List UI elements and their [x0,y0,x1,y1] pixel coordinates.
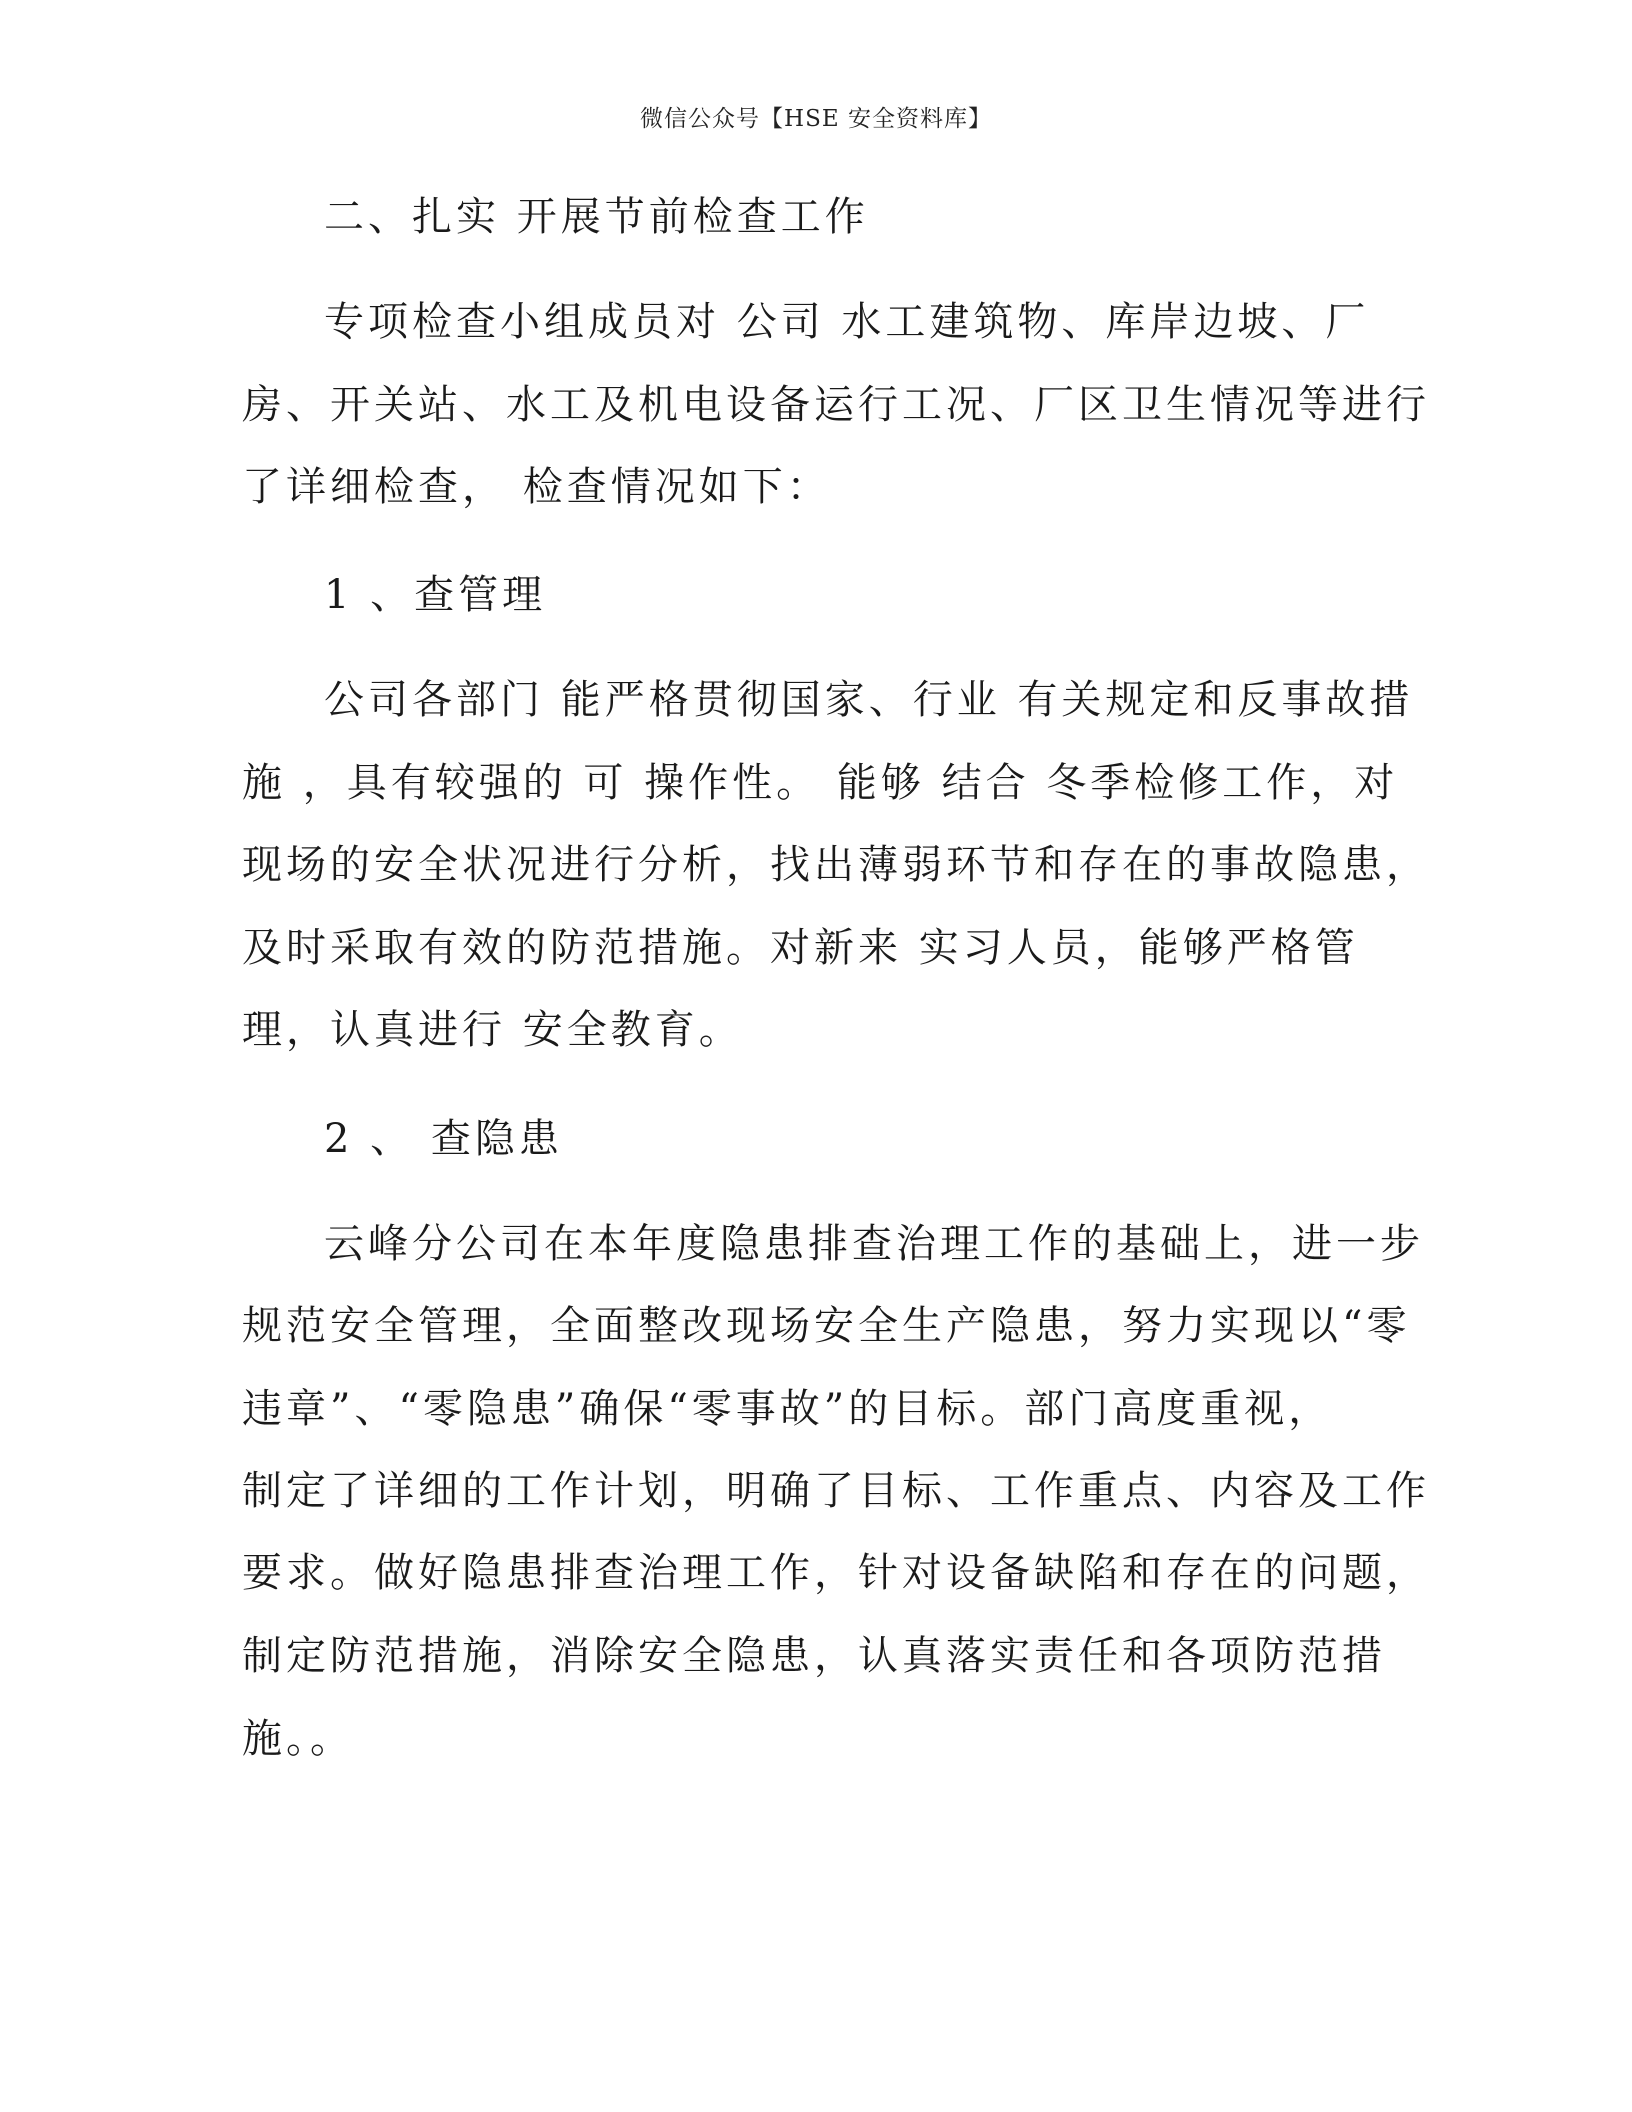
paragraph-line: 公司各部门 能严格贯彻国家、行业 有关规定和反事故措 [324,677,1414,723]
paragraph-line: 施。。 [242,1716,354,1762]
paragraph-line: 理，认真进行 安全教育。 [242,1007,743,1053]
paragraph-line: 及时采取有效的防范措施。对新来 实习人员，能够严格管 [242,925,1359,971]
paragraph-line: 了详细检查， 检查情况如下： [242,464,831,510]
page-header-source: 微信公众号【HSE 安全资料库】 [640,106,992,132]
section-title: 二、扎实 开展节前检查工作 [324,194,869,240]
paragraph-line: 制定了详细的工作计划，明确了目标、工作重点、内容及工作 [242,1468,1430,1514]
paragraph-line: 施 ，具有较强的 可 操作性。 能够 结合 冬季检修工作，对 [242,760,1399,806]
subsection-heading: 1 、查管理 [324,572,547,618]
paragraph-line: 制定防范措施，消除安全隐患，认真落实责任和各项防范措 [242,1633,1386,1679]
paragraph-line: 专项检查小组成员对 公司 水工建筑物、库岸边坡、厂 [324,299,1370,345]
paragraph-line: 云峰分公司在本年度隐患排查治理工作的基础上，进一步 [324,1221,1424,1267]
paragraph-line: 违章”、“零隐患”确保“零事故”的目标。部门高度重视， [242,1386,1333,1432]
subsection-heading: 2 、 查隐患 [324,1116,563,1162]
paragraph-line: 要求。做好隐患排查治理工作，针对设备缺陷和存在的问题， [242,1550,1430,1596]
paragraph-line: 现场的安全状况进行分析，找出薄弱环节和存在的事故隐患， [242,842,1430,888]
paragraph-line: 房、开关站、水工及机电设备运行工况、厂区卫生情况等进行 [242,382,1430,428]
paragraph-line: 规范安全管理，全面整改现场安全生产隐患，努力实现以“零 [242,1303,1411,1349]
